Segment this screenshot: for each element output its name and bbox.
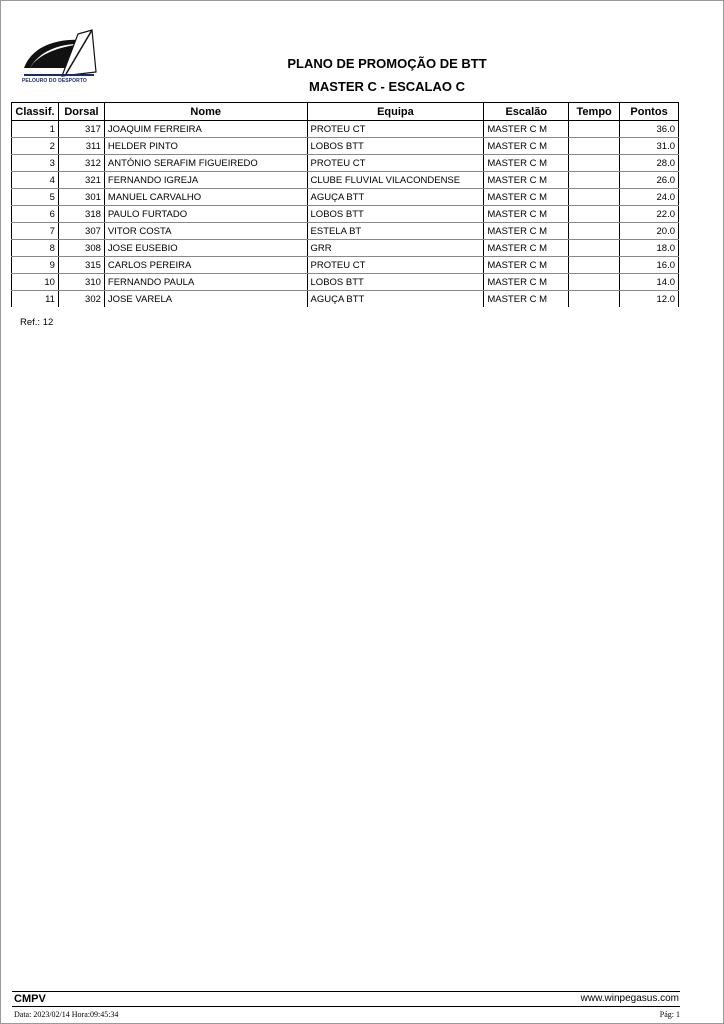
cell-dorsal: 310 <box>58 274 104 291</box>
cell-escalao: MASTER C M <box>484 206 569 223</box>
cell-pontos: 24.0 <box>620 189 679 206</box>
footer-divider-top <box>12 991 680 992</box>
cell-equipa: AGUÇA BTT <box>307 291 484 308</box>
cell-classif: 4 <box>12 172 59 189</box>
table-row <box>12 223 679 240</box>
logo-emblem-icon <box>22 28 102 80</box>
cell-nome: HELDER PINTO <box>104 138 307 155</box>
table-row <box>12 138 679 155</box>
cell-nome: VITOR COSTA <box>104 223 307 240</box>
column-header: Tempo <box>569 103 620 121</box>
table-row <box>12 257 679 274</box>
cell-tempo <box>569 223 620 240</box>
cell-classif: 2 <box>12 138 59 155</box>
table-row <box>12 121 679 138</box>
cell-dorsal: 308 <box>58 240 104 257</box>
cell-equipa: LOBOS BTT <box>307 138 484 155</box>
cell-escalao: MASTER C M <box>484 257 569 274</box>
column-header: Escalão <box>484 103 569 121</box>
cell-tempo <box>569 206 620 223</box>
column-header: Pontos <box>620 103 679 121</box>
cell-classif: 9 <box>12 257 59 274</box>
footer-page-number: Pág: 1 <box>659 1010 680 1019</box>
cell-equipa: PROTEU CT <box>307 155 484 172</box>
table-row <box>12 206 679 223</box>
cell-equipa: LOBOS BTT <box>307 274 484 291</box>
cell-tempo <box>569 240 620 257</box>
cell-pontos: 16.0 <box>620 257 679 274</box>
cell-equipa: LOBOS BTT <box>307 206 484 223</box>
cell-dorsal: 318 <box>58 206 104 223</box>
cell-tempo <box>569 189 620 206</box>
cell-equipa: GRR <box>307 240 484 257</box>
cell-classif: 1 <box>12 121 59 138</box>
cell-tempo <box>569 155 620 172</box>
cell-dorsal: 302 <box>58 291 104 308</box>
cell-dorsal: 307 <box>58 223 104 240</box>
cell-dorsal: 312 <box>58 155 104 172</box>
cell-pontos: 26.0 <box>620 172 679 189</box>
cell-classif: 7 <box>12 223 59 240</box>
cell-dorsal: 301 <box>58 189 104 206</box>
document-title: PLANO DE PROMOÇÃO DE BTT <box>287 56 487 71</box>
table-row <box>12 274 679 291</box>
document-subtitle: MASTER C - ESCALAO C <box>309 79 465 94</box>
table-row <box>12 155 679 172</box>
cell-classif: 11 <box>12 291 59 308</box>
footer-divider-bottom <box>12 1006 680 1007</box>
cell-equipa: PROTEU CT <box>307 121 484 138</box>
cell-pontos: 14.0 <box>620 274 679 291</box>
column-header: Dorsal <box>58 103 104 121</box>
cell-dorsal: 317 <box>58 121 104 138</box>
cell-pontos: 20.0 <box>620 223 679 240</box>
cell-classif: 5 <box>12 189 59 206</box>
cell-equipa: AGUÇA BTT <box>307 189 484 206</box>
cell-nome: MANUEL CARVALHO <box>104 189 307 206</box>
cell-tempo <box>569 172 620 189</box>
cell-tempo <box>569 274 620 291</box>
cell-nome: ANTÓNIO SERAFIM FIGUEIREDO <box>104 155 307 172</box>
cell-escalao: MASTER C M <box>484 240 569 257</box>
cell-escalao: MASTER C M <box>484 274 569 291</box>
cell-escalao: MASTER C M <box>484 189 569 206</box>
reference-count: Ref.: 12 <box>20 317 54 328</box>
cell-escalao: MASTER C M <box>484 121 569 138</box>
footer-datetime: Data: 2023/02/14 Hora:09:45:34 <box>14 1010 119 1019</box>
cell-pontos: 36.0 <box>620 121 679 138</box>
cell-pontos: 12.0 <box>620 291 679 308</box>
cell-dorsal: 321 <box>58 172 104 189</box>
cell-nome: FERNANDO IGREJA <box>104 172 307 189</box>
cell-nome: JOSE VARELA <box>104 291 307 308</box>
cell-nome: JOSE EUSEBIO <box>104 240 307 257</box>
cell-classif: 10 <box>12 274 59 291</box>
cell-escalao: MASTER C M <box>484 138 569 155</box>
cell-pontos: 18.0 <box>620 240 679 257</box>
cell-escalao: MASTER C M <box>484 172 569 189</box>
cell-classif: 6 <box>12 206 59 223</box>
table-row <box>12 189 679 206</box>
cell-tempo <box>569 138 620 155</box>
table-row <box>12 172 679 189</box>
table-row <box>12 291 679 308</box>
cell-escalao: MASTER C M <box>484 223 569 240</box>
cell-classif: 3 <box>12 155 59 172</box>
pelouro-logo <box>22 28 102 86</box>
table-row <box>12 240 679 257</box>
cell-tempo <box>569 121 620 138</box>
cell-escalao: MASTER C M <box>484 155 569 172</box>
cell-tempo <box>569 291 620 308</box>
column-header: Equipa <box>307 103 484 121</box>
results-table <box>11 102 679 307</box>
cell-equipa: ESTELA BT <box>307 223 484 240</box>
footer-website: www.winpegasus.com <box>580 993 679 1004</box>
logo-text: PELOURO DO DESPORTO <box>22 78 87 84</box>
cell-pontos: 28.0 <box>620 155 679 172</box>
cell-dorsal: 311 <box>58 138 104 155</box>
column-header: Classif. <box>12 103 59 121</box>
cell-equipa: PROTEU CT <box>307 257 484 274</box>
cell-dorsal: 315 <box>58 257 104 274</box>
cell-nome: PAULO FURTADO <box>104 206 307 223</box>
cell-nome: JOAQUIM FERREIRA <box>104 121 307 138</box>
cell-escalao: MASTER C M <box>484 291 569 308</box>
column-header: Nome <box>104 103 307 121</box>
cell-classif: 8 <box>12 240 59 257</box>
cell-equipa: CLUBE FLUVIAL VILACONDENSE <box>307 172 484 189</box>
cell-pontos: 22.0 <box>620 206 679 223</box>
cell-nome: CARLOS PEREIRA <box>104 257 307 274</box>
footer-organization: CMPV <box>14 993 46 1005</box>
cell-nome: FERNANDO PAULA <box>104 274 307 291</box>
table-body <box>12 121 679 308</box>
cell-tempo <box>569 257 620 274</box>
cell-pontos: 31.0 <box>620 138 679 155</box>
table-header-row <box>12 103 679 121</box>
